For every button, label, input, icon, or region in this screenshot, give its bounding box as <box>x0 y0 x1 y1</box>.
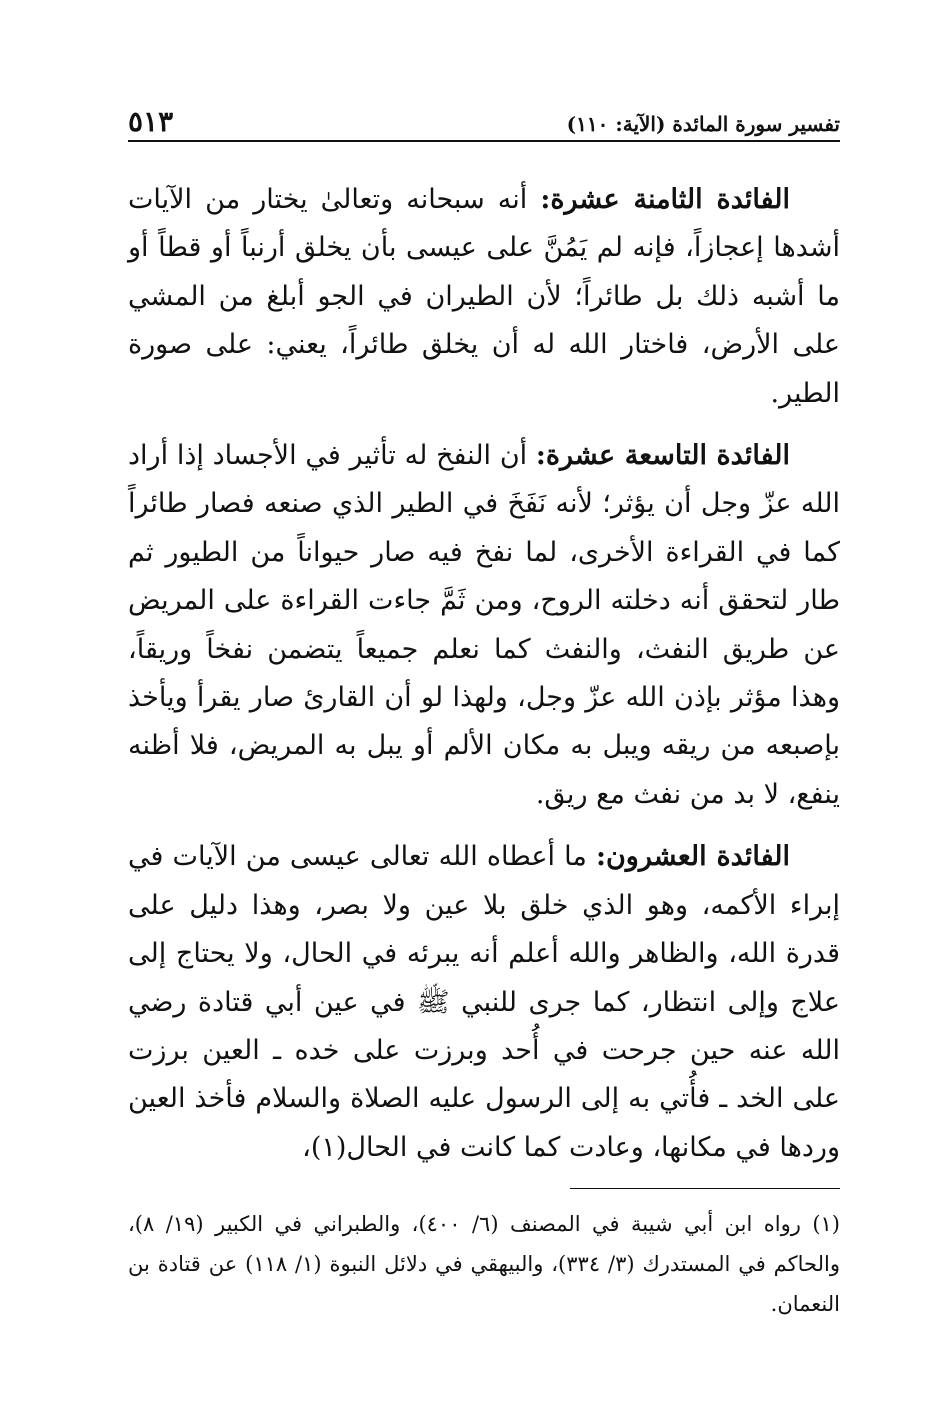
running-title: تفسير سورة المائدة (الآية: ١١٠) <box>566 112 840 136</box>
paragraph-19 <box>128 432 840 819</box>
paragraph-heading: الفائدة العشرون: <box>596 841 790 873</box>
page-header <box>128 96 840 142</box>
paragraph-heading: الفائدة التاسعة عشرة: <box>535 440 790 472</box>
main-text <box>128 176 840 1186</box>
book-page <box>128 0 840 1406</box>
paragraph-body: أنه سبحانه وتعالىٰ يختار من الآيات أشدها إعجازاً، فإنه لم يَمُنَّ على عيسى بأن يخلق أرنباً أو قطاً أو ما أشبه ذلك بل طائراً؛ لأن الطيران في الجو أبلغ من المشي على الأرض، فاختار الله له أن يخلق طائراً، يعني: على صورة الطير. <box>128 184 840 409</box>
paragraph-heading: الفائدة الثامنة عشرة: <box>540 184 790 215</box>
footnote-1: (١) رواه ابن أبي شيبة في المصنف (٦/ ٤٠٠)، والطبراني في الكبير (١٩/ ٨)، والحاكم في المستدرك (٣/ ٣٣٤)، والبيهقي في دلائل النبوة (١/ ١١٨) عن قتادة بن النعمان. <box>128 1212 840 1316</box>
paragraph-body: أن النفخ له تأثير في الأجساد إذا أراد الله عزّ وجل أن يؤثر؛ لأنه نَفَخَ في الطير الذي صنعه فصار طائراً كما في القراءة الأخرى، لما نفخ فيه صار حيواناً من الطيور ثم طار لتحقق أنه دخلته الروح، ومن ثَمَّ جاءت القراءة على المريض عن طريق النفث، والنفث كما نعلم جميعاً يتضمن نفخاً وريقاً، وهذا مؤثر بإذن الله عزّ وجل، ولهذا لو أن القارئ صار يقرأ ويأخذ بإصبعه من ريقه ويبل به مكان الألم أو يبل به المريض، فلا أظنه ينفع، لا بد من نفث مع ريق. <box>128 440 840 810</box>
paragraph-18 <box>128 176 840 418</box>
footnote-separator <box>570 1188 840 1189</box>
paragraph-body: ما أعطاه الله تعالى عيسى من الآيات في إبراء الأكمه، وهو الذي خلق بلا عين ولا بصر، وهذا دليل على قدرة الله، والظاهر والله أعلم أنه يبرئه في الحال، ولا يحتاج إلى علاج وإلى انتظار، كما جرى للنبي ﷺ في عين أبي قتادة رضي الله عنه حين جرحت في أُحد وبرزت على خده ـ العين برزت على الخد ـ فأُتي به إلى الرسول عليه الصلاة والسلام فأخذ العين وردها في مكانها، وعادت كما كانت في الحال(١)، <box>128 841 840 1163</box>
paragraph-20 <box>128 833 840 1172</box>
page-number: ٥١٣ <box>128 105 174 138</box>
footnotes <box>128 1204 840 1324</box>
